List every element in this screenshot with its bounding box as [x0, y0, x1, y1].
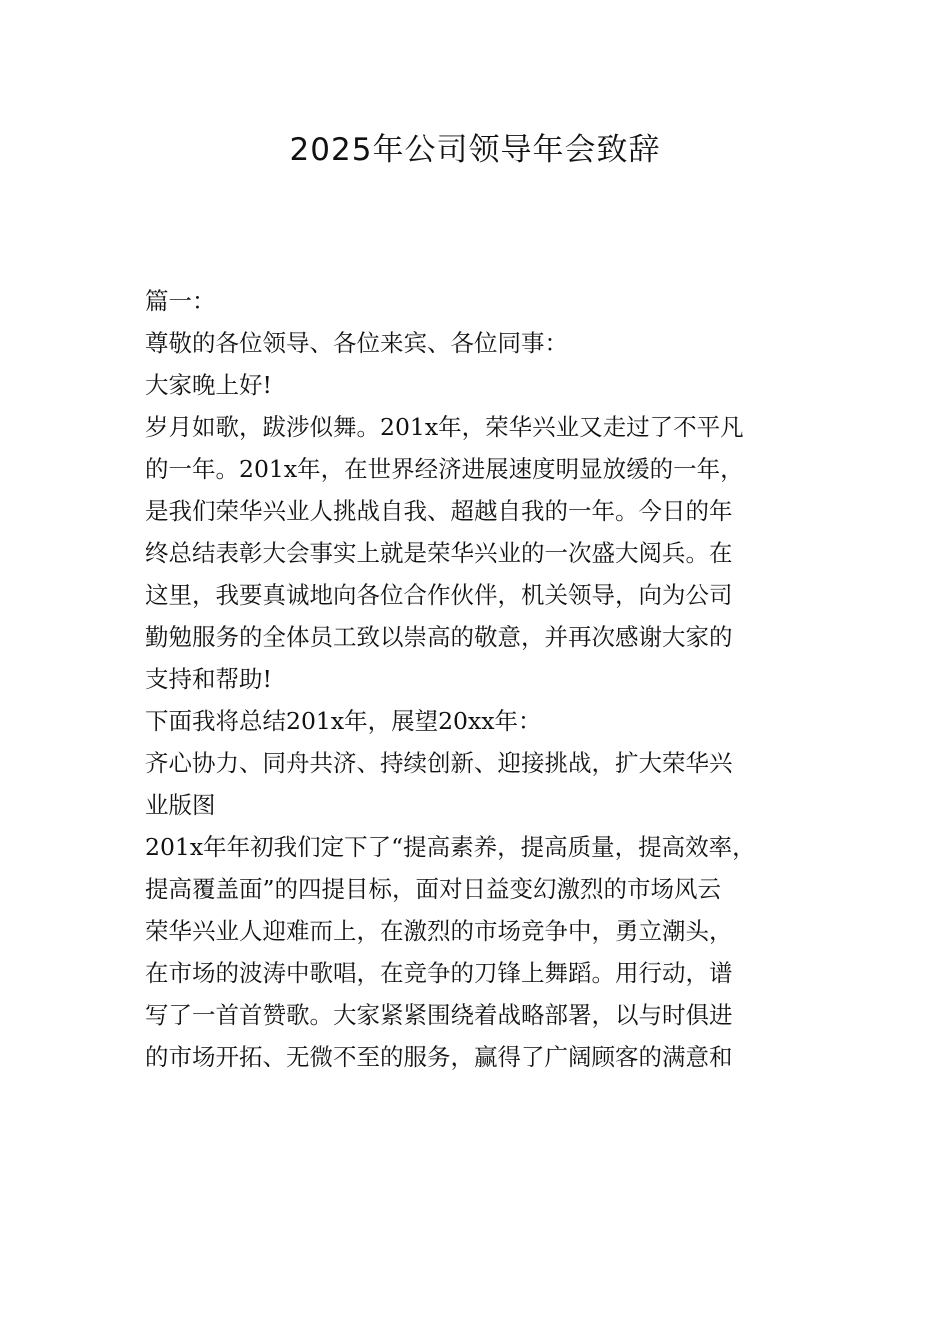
- text-line: 的市场开拓、无微不至的服务，赢得了广阔顾客的满意和: [145, 1043, 733, 1071]
- text-line: 的一年。201x年，在世界经济进展速度明显放缓的一年，: [145, 455, 744, 483]
- text-line: 支持和帮助!: [145, 665, 272, 693]
- text-line: 尊敬的各位领导、各位来宾、各位同事：: [145, 329, 568, 357]
- document-title: 2025年公司领导年会致辞: [289, 132, 661, 168]
- text-line: 下面我将总结201x年，展望20xx年：: [145, 707, 542, 735]
- text-line: 是我们荣华兴业人挑战自我、超越自我的一年。今日的年: [145, 497, 733, 525]
- text-line: 201x年年初我们定下了“提高素养，提高质量，提高效率，: [145, 833, 756, 861]
- text-line: 终总结表彰大会事实上就是荣华兴业的一次盛大阅兵。在: [145, 539, 733, 567]
- text-line: 业版图: [145, 791, 216, 819]
- text-line: 这里，我要真诚地向各位合作伙伴，机关领导，向为公司: [145, 581, 733, 609]
- text-line: 篇一：: [145, 287, 216, 315]
- text-line: 写了一首首赞歌。大家紧紧围绕着战略部署，以与时俱进: [145, 1001, 733, 1029]
- document-body: [145, 280, 815, 1078]
- text-line: 荣华兴业人迎难而上，在激烈的市场竞争中，勇立潮头，: [145, 917, 733, 945]
- text-line: 在市场的波涛中歌唱，在竞争的刀锋上舞蹈。用行动，谱: [145, 959, 733, 987]
- text-line: 提高覆盖面”的四提目标，面对日益变幻激烈的市场风云: [145, 875, 722, 903]
- text-line: 齐心协力、同舟共济、持续创新、迎接挑战，扩大荣华兴: [145, 749, 733, 777]
- text-line: 岁月如歌，跋涉似舞。201x年，荣华兴业又走过了不平凡: [145, 413, 744, 441]
- text-line: 大家晚上好!: [145, 371, 272, 399]
- text-line: 勤勉服务的全体员工致以崇高的敬意，并再次感谢大家的: [145, 623, 733, 651]
